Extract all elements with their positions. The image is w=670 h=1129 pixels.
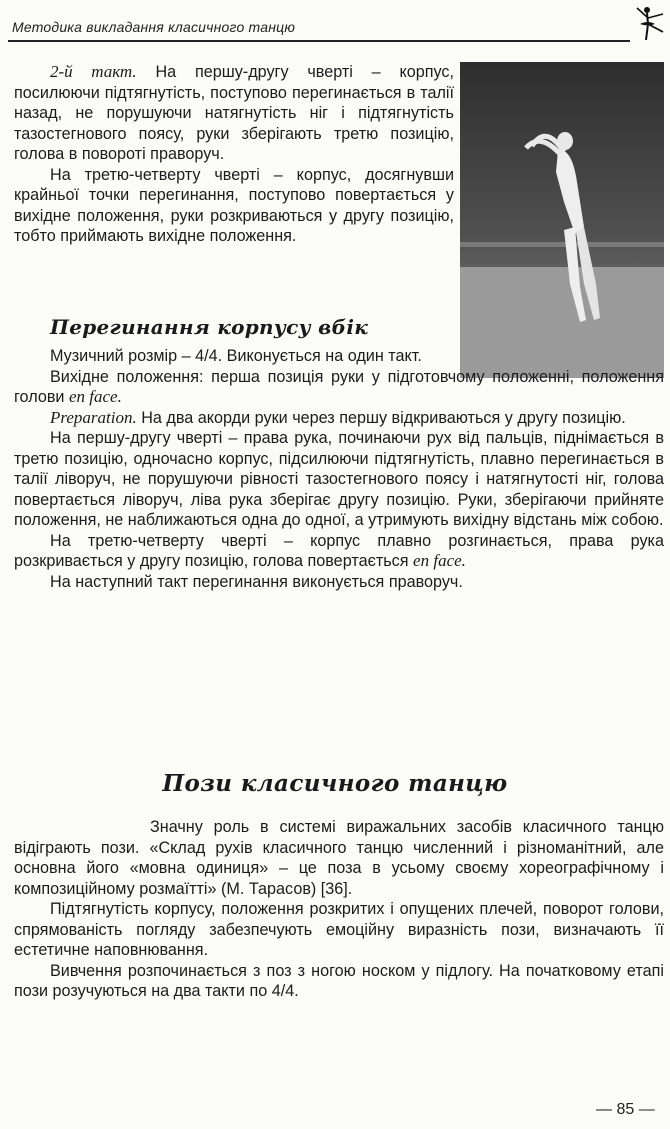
section-heading: Пози класичного танцю (162, 770, 508, 797)
paragraph (14, 367, 664, 408)
page-number: — 85 — (596, 1101, 655, 1118)
block-lower (14, 817, 664, 1002)
dancer-photo (460, 62, 664, 378)
paragraph: Музичний розмір – 4/4. Виконується на один такт. (50, 347, 422, 365)
paragraph (14, 62, 454, 165)
paragraph: На першу-другу чверті – права рука, починаючи рух від пальців, піднімається в третю позицію, одночасно корпус, підсилюючи підтягнутість, плавно перегинається в талії ліворуч, не порушуючи рівності тазостегнового поясу і натягнутості ніг, голова повертається ліворуч, ліва рука зберігає другу позицію. Руки, зберігаючи прийняте положення, не наближаються одна до одної, а утримують вихідну відстань між собою. (14, 429, 664, 529)
paragraph (14, 531, 664, 572)
emphasis: en face. (68, 387, 122, 406)
emphasis: en face. (413, 551, 466, 570)
subsection-heading: Перегинання корпусу вбік (50, 315, 369, 339)
paragraph (14, 408, 664, 429)
paragraph: На третю-четверту чверті – корпус, досягнувши крайньої точки перегинання, поступово повертається у вихідне положення, руки розкриваються у другу позицію, тобто приймають вихідне положення. (14, 165, 454, 245)
running-header (8, 6, 630, 42)
header-title: Методика викладання класичного танцю (12, 19, 296, 35)
paragraph-text: На два акорди руки через першу відкриваються у другу позицію. (136, 408, 626, 427)
block-middle (14, 346, 664, 592)
paragraph-text: На третю-четверту чверті – корпус плавно розгинається, права рука розкривається у другу позицію, голова повертається (14, 531, 664, 570)
ballerina-icon (633, 2, 669, 42)
paragraph: На наступний такт перегинання виконується праворуч. (50, 572, 463, 591)
paragraph-text: На першу-другу чверті – корпус, посилюючи підтягнутість, поступово перегинається в талії назад, не порушуючи натягнутість ніг і підтягнутість тазостегнового поясу, руки зберігають третю позицію, голова в повороті праворуч. (14, 63, 455, 163)
paragraph-text: Вихідне положення: перша позиція руки у підготовчому положенні, положення голови (14, 367, 664, 406)
emphasis: 2-й такт. (50, 62, 137, 81)
paragraph: Вивчення розпочинається з поз з ногою носком у підлогу. На початковому етапі пози розучуються на два такти по 4/4. (14, 961, 664, 1000)
emphasis: Preparation. (50, 407, 137, 427)
paragraph: Підтягнутість корпусу, положення розкритих і опущених плечей, поворот голови, спрямованість погляду забезпечують емоційну виразність пози, визначають її естетичне наповнювання. (14, 900, 664, 959)
paragraph: Значну роль в системі виражальних засобів класичного танцю відіграють пози. «Склад рухів класичного танцю численний і різноманітний, але основна його «мовна одиниця» – це поза в усьому своєму хореографічному і композиційному розмаїтті» (М. Тарасов) [36]. (14, 818, 664, 898)
